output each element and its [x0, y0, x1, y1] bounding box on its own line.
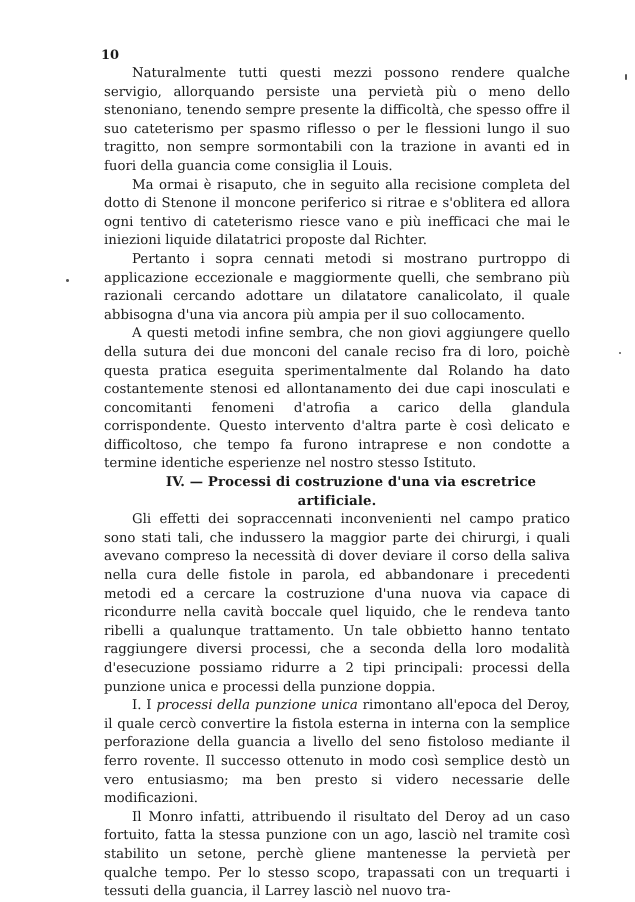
- section-dash: —: [189, 475, 204, 491]
- scan-speck: [625, 74, 627, 80]
- paragraph-7: Il Monro infatti, attribuendo il risultato del Deroy ad un caso fortuito, fatta la stessa punzione con un ago, lasciò nel tramite così stabilito un setone, perchè gliene mantenesse la pervietà per qualche tempo. Per lo stesso scopo, trapassati con un trequarti i tessuti della guancia, il Larrey lasciò nel nuovo tra-: [104, 809, 570, 900]
- scan-speck: [66, 279, 69, 282]
- section-title: Processi di costruzione d'una via escretrice artificiale.: [207, 475, 537, 509]
- paragraph-2: Ma ormai è risaputo, che in seguito alla recisione completa del dotto di Stenone il moncone periferico si ritrae e s'oblitera ed allora ogni tentivo di cateterismo riesce vano e più inefficaci che mai le iniezioni liquide dilatatrici proposte dal Richter.: [104, 177, 570, 249]
- paragraph-3: Pertanto i sopra cennati metodi si mostrano purtroppo di applicazione eccezionale e maggiormente quelli, che sembrano più razionali cercando adottare un dilatatore canalicolato, il quale abbisogna d'una via ancora più ampia per il suo collocamento.: [104, 251, 570, 323]
- scan-speck: [619, 352, 621, 354]
- page-number: 10: [101, 48, 120, 63]
- paragraph-6-italic: processi della punzione unica: [156, 698, 358, 714]
- section-heading: [104, 474, 570, 511]
- body-text: [104, 65, 570, 902]
- paragraph-6-lead: I. I: [132, 698, 152, 714]
- paragraph-1: Naturalmente tutti questi mezzi possono rendere qualche servigio, allorquando persiste una pervietà più o meno dello stenoniano, tenendo sempre presente la difficoltà, che spesso offre il suo cateterismo per spasmo riflesso o per le flessioni lungo il suo tragitto, non sempre sormontabili con la trazione in avanti ed in fuori della guancia come consiglia il Louis.: [104, 66, 570, 174]
- paragraph-6-rest: rimontano all'epoca del Deroy, il quale cercò convertire la fistola esterna in interna con la semplice perforazione della guancia a livello del seno fistoloso mediante il ferro rovente. Il successo ottenuto in modo così semplice destò un vero entusiasmo; ma ben presto si videro necessarie delle modificazioni.: [104, 698, 570, 807]
- section-numeral: IV.: [165, 475, 186, 491]
- paragraph-4: A questi metodi infine sembra, che non giovi aggiungere quello della sutura dei due monconi del canale reciso fra di loro, poichè questa pratica eseguita sperimentalmente dal Rolando ha dato costantemente stenosi ed allontanamento dei due capi inosculati e concomitanti fenomeni d'atrofia a carico della glandula corrispondente. Questo intervento d'altra parte è così delicato e difficoltoso, che tempo fa furono intraprese e non condotte a termine identiche esperienze nel nostro stesso Istituto.: [104, 326, 570, 472]
- paragraph-6: [104, 697, 570, 809]
- paragraph-5: Gli effetti dei sopraccennati inconvenienti nel campo pratico sono stati tali, che indussero la maggior parte dei chirurgi, i quali avevano compreso la necessità di dover deviare il corso della saliva nella cura delle fistole in parola, ed abbandonare i precedenti metodi ed a cercare la costruzione d'una nuova via capace di ricondurre nella cavità boccale quel liquido, che le rendeva tanto ribelli a qualunque trattamento. Un tale obbietto hanno tentato raggiungere diversi processi, che a seconda della loro modalità d'esecuzione possiamo ridurre a 2 tipi principali: processi della punzione unica e processi della punzione doppia.: [104, 512, 570, 695]
